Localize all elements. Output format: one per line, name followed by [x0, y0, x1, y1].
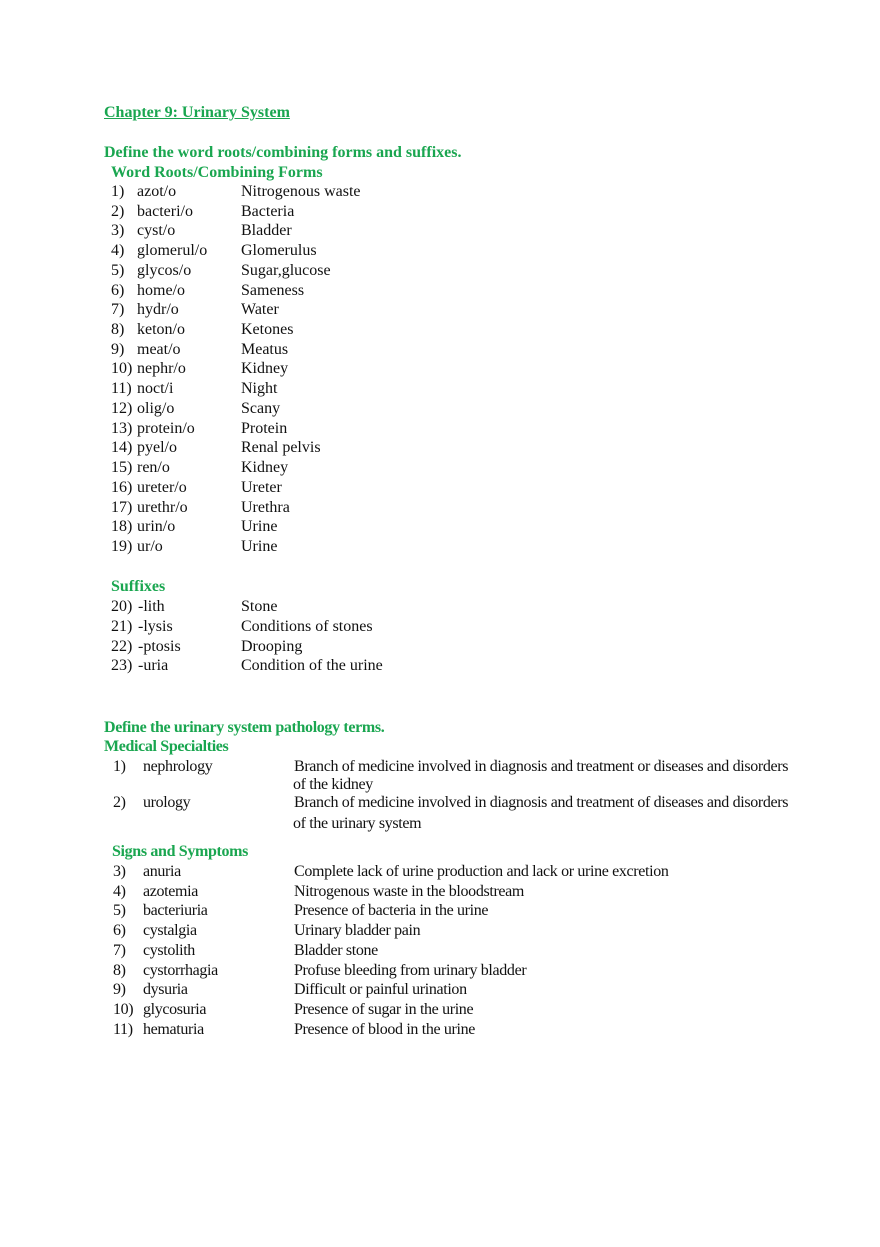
- section1-heading: Define the word roots/combining forms and suffixes.: [104, 144, 462, 161]
- item-term: -ptosis: [138, 637, 181, 655]
- item-definition: Presence of bacteria in the urine: [294, 902, 489, 920]
- item-number: 23): [111, 657, 133, 675]
- item-term: pyel/o: [137, 439, 177, 457]
- item-number: 22): [111, 637, 133, 655]
- item-term: nephrology: [143, 758, 213, 775]
- item-definition: Branch of medicine involved in diagnosis and treatment of diseases and disorders: [294, 794, 789, 811]
- item-number: 1): [113, 758, 126, 775]
- item-term: urethr/o: [137, 498, 188, 516]
- item-number: 4): [111, 242, 125, 260]
- item-definition: Difficult or painful urination: [294, 981, 467, 999]
- item-term: ur/o: [137, 537, 163, 555]
- section2-heading: Define the urinary system pathology terms.: [104, 719, 385, 736]
- item-number: 15): [111, 459, 133, 477]
- item-number: 11): [111, 380, 132, 398]
- item-term: -lysis: [138, 617, 173, 635]
- item-term: dysuria: [143, 981, 188, 999]
- item-number: 17): [111, 498, 133, 516]
- item-definition: Renal pelvis: [241, 439, 321, 457]
- item-term: nephr/o: [137, 360, 186, 378]
- item-number: 2): [111, 202, 125, 220]
- specialties-heading: Medical Specialties: [104, 738, 229, 755]
- item-definition: Night: [241, 380, 278, 398]
- item-number: 9): [113, 981, 126, 999]
- item-term: meat/o: [137, 340, 181, 358]
- roots-heading: Word Roots/Combining Forms: [111, 164, 323, 181]
- item-number: 6): [113, 922, 126, 940]
- item-term: cystolith: [143, 941, 195, 959]
- item-number: 12): [111, 399, 133, 417]
- item-definition: Bladder stone: [294, 941, 378, 959]
- item-term: anuria: [143, 863, 181, 880]
- item-definition: Meatus: [241, 340, 289, 358]
- item-term: azot/o: [137, 183, 177, 200]
- chapter-title: Chapter 9: Urinary System: [104, 104, 290, 121]
- item-number: 1): [111, 183, 125, 200]
- item-definition: Bladder: [241, 222, 292, 240]
- item-number: 6): [111, 281, 125, 299]
- item-definition: Urine: [241, 518, 278, 536]
- signs-heading: Signs and Symptoms: [112, 843, 248, 860]
- item-number: 11): [113, 1020, 133, 1038]
- item-term: keton/o: [137, 321, 185, 339]
- item-term: ren/o: [137, 459, 170, 477]
- item-definition: Kidney: [241, 360, 289, 378]
- item-definition: Glomerulus: [241, 242, 317, 260]
- item-number: 18): [111, 518, 133, 536]
- item-definition: Complete lack of urine production and lack or urine excretion: [294, 863, 669, 880]
- item-definition: Protein: [241, 419, 288, 437]
- item-number: 4): [113, 882, 126, 900]
- item-term: hematuria: [143, 1020, 204, 1038]
- item-number: 7): [113, 941, 126, 959]
- item-term: cystorrhagia: [143, 961, 218, 979]
- item-number: 13): [111, 419, 133, 437]
- item-term: cystalgia: [143, 922, 197, 940]
- item-definition: Urinary bladder pain: [294, 922, 421, 940]
- item-definition: Stone: [241, 598, 278, 615]
- item-term: -uria: [138, 657, 169, 675]
- item-definition: Kidney: [241, 459, 289, 477]
- item-number: 3): [111, 222, 125, 240]
- item-term: glycosuria: [143, 1000, 207, 1018]
- item-definition: Drooping: [241, 637, 303, 655]
- item-definition: Condition of the urine: [241, 657, 383, 675]
- item-definition: Branch of medicine involved in diagnosis and treatment or diseases and disorders: [294, 758, 789, 775]
- item-number: 14): [111, 439, 133, 457]
- item-number: 20): [111, 598, 133, 615]
- item-number: 19): [111, 537, 133, 555]
- item-term: glomerul/o: [137, 242, 208, 260]
- item-term: urology: [143, 794, 191, 811]
- item-term: bacteriuria: [143, 902, 208, 920]
- item-term: -lith: [138, 598, 165, 615]
- item-number: 5): [113, 902, 126, 920]
- item-definition: Urethra: [241, 498, 290, 516]
- item-number: 3): [113, 863, 126, 880]
- item-number: 10): [113, 1000, 134, 1018]
- item-definition: Presence of sugar in the urine: [294, 1000, 474, 1018]
- item-term: glycos/o: [137, 261, 192, 279]
- item-definition: Scany: [241, 399, 281, 417]
- item-term: azotemia: [143, 882, 198, 900]
- item-term: protein/o: [137, 419, 195, 437]
- item-definition: Conditions of stones: [241, 617, 373, 635]
- item-term: cyst/o: [137, 222, 176, 240]
- item-term: ureter/o: [137, 478, 187, 496]
- item-definition: Bacteria: [241, 202, 295, 220]
- item-definition: Water: [241, 301, 279, 319]
- item-definition: Sugar,glucose: [241, 261, 331, 279]
- item-definition: Ketones: [241, 321, 294, 339]
- item-term: hydr/o: [137, 301, 179, 319]
- item-definition: Sameness: [241, 281, 305, 299]
- item-term: home/o: [137, 281, 185, 299]
- item-definition: Ureter: [241, 478, 282, 496]
- item-number: 2): [113, 794, 126, 811]
- item-definition-continued: of the kidney: [293, 776, 373, 793]
- item-number: 7): [111, 301, 125, 319]
- item-definition: Nitrogenous waste in the bloodstream: [294, 882, 525, 900]
- item-term: olig/o: [137, 399, 175, 417]
- item-definition: Profuse bleeding from urinary bladder: [294, 961, 527, 979]
- item-number: 21): [111, 617, 133, 635]
- item-term: noct/i: [137, 380, 174, 398]
- item-number: 8): [111, 321, 125, 339]
- item-definition: Nitrogenous waste: [241, 183, 361, 200]
- item-definition: Presence of blood in the urine: [294, 1020, 476, 1038]
- item-number: 8): [113, 961, 126, 979]
- suffixes-heading: Suffixes: [111, 578, 166, 595]
- item-definition-continued: of the urinary system: [293, 815, 422, 832]
- item-number: 16): [111, 478, 133, 496]
- item-number: 5): [111, 261, 125, 279]
- item-definition: Urine: [241, 537, 278, 555]
- item-number: 10): [111, 360, 133, 378]
- item-term: bacteri/o: [137, 202, 193, 220]
- item-number: 9): [111, 340, 125, 358]
- item-term: urin/o: [137, 518, 176, 536]
